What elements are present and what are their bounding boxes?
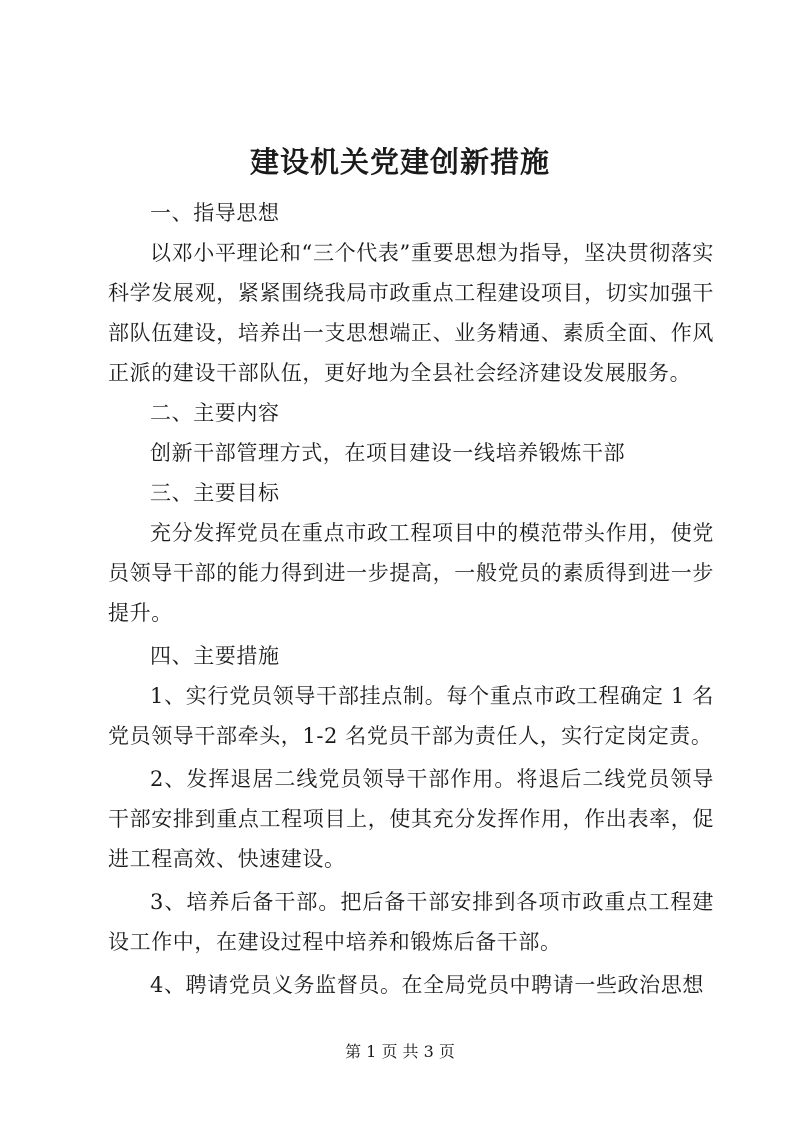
section-heading-guiding-ideology: 一、指导思想 <box>150 201 280 225</box>
section-heading-main-content: 二、主要内容 <box>150 401 280 425</box>
section-heading-main-measures: 四、主要措施 <box>150 644 280 668</box>
section-heading-main-goals: 三、主要目标 <box>150 481 280 505</box>
measure-item-4: 4、聘请党员义务监督员。在全局党员中聘请一些政治思想 <box>150 973 704 997</box>
page-footer: 第 1 页 共 3 页 <box>345 1042 455 1061</box>
measure-item-2: 2、发挥退居二线党员领导干部作用。将退后二线党员领导干部安排到重点工程项目上，使其充分发挥作用，作出表率，促进工程高效、快速建设。 <box>108 767 714 871</box>
document-title: 建设机关党建创新措施 <box>249 145 550 179</box>
document-body <box>108 193 714 1005</box>
measure-item-1: 1、实行党员领导干部挂点制。每个重点市政工程确定 1 名党员领导干部牵头，1-2 名党员干部为责任人，实行定岗定责。 <box>108 684 714 748</box>
paragraph-main-content: 创新干部管理方式，在项目建设一线培养锻炼干部 <box>150 441 626 465</box>
paragraph-guiding-ideology: 以邓小平理论和“三个代表”重要思想为指导，坚决贯彻落实科学发展观，紧紧围绕我局市政重点工程建设项目，切实加强干部队伍建设，培养出一支思想端正、业务精通、素质全面、作风正派的建设干部队伍，更好地为全县社会经济建设发展服务。 <box>108 241 714 385</box>
paragraph-main-goals: 充分发挥党员在重点市政工程项目中的模范带头作用，使党员领导干部的能力得到进一步提高，一般党员的素质得到进一步提升。 <box>108 521 714 625</box>
measure-item-3: 3、培养后备干部。把后备干部安排到各项市政重点工程建设工作中，在建设过程中培养和锻炼后备干部。 <box>108 890 714 954</box>
